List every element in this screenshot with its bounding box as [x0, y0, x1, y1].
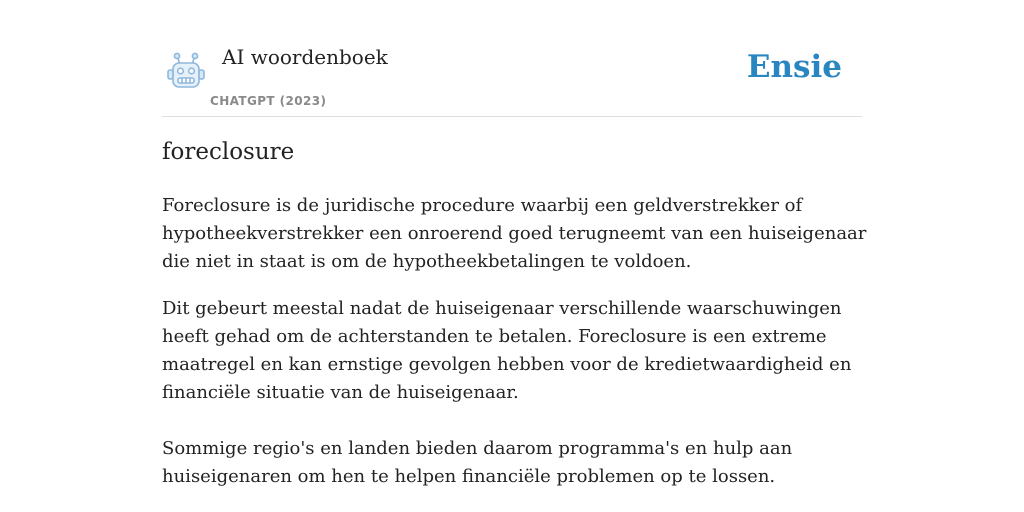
definition-paragraph: Dit gebeurt meestal nadat de huiseigenaar verschillende waarschuwingen heeft gehad om de achterstanden te betalen. Foreclosure is een extreme maatregel en kan ernstige gevolgen hebben voor de kredietwaardigheid en financiële situatie van de huiseigenaar. — [162, 298, 852, 403]
dictionary-title[interactable]: AI woordenboek — [222, 45, 388, 69]
robot-icon — [166, 52, 206, 90]
entry-term: foreclosure — [162, 139, 295, 165]
brand-logo[interactable]: Ensie — [746, 49, 842, 85]
definition-paragraph: Foreclosure is de juridische procedure waarbij een geldverstrekker of hypotheekverstrekker een onroerend goed terugneemt van een huiseigenaar die niet in staat is om de hypotheekbetalingen te voldoen. — [162, 195, 867, 272]
entry-definition — [162, 192, 867, 510]
dictionary-source: CHATGPT (2023) — [210, 94, 327, 108]
dictionary-header — [162, 40, 862, 117]
definition-paragraph: Sommige regio's en landen bieden daarom programma's en hulp aan huiseigenaren om hen te helpen financiële problemen op te lossen. — [162, 438, 793, 487]
